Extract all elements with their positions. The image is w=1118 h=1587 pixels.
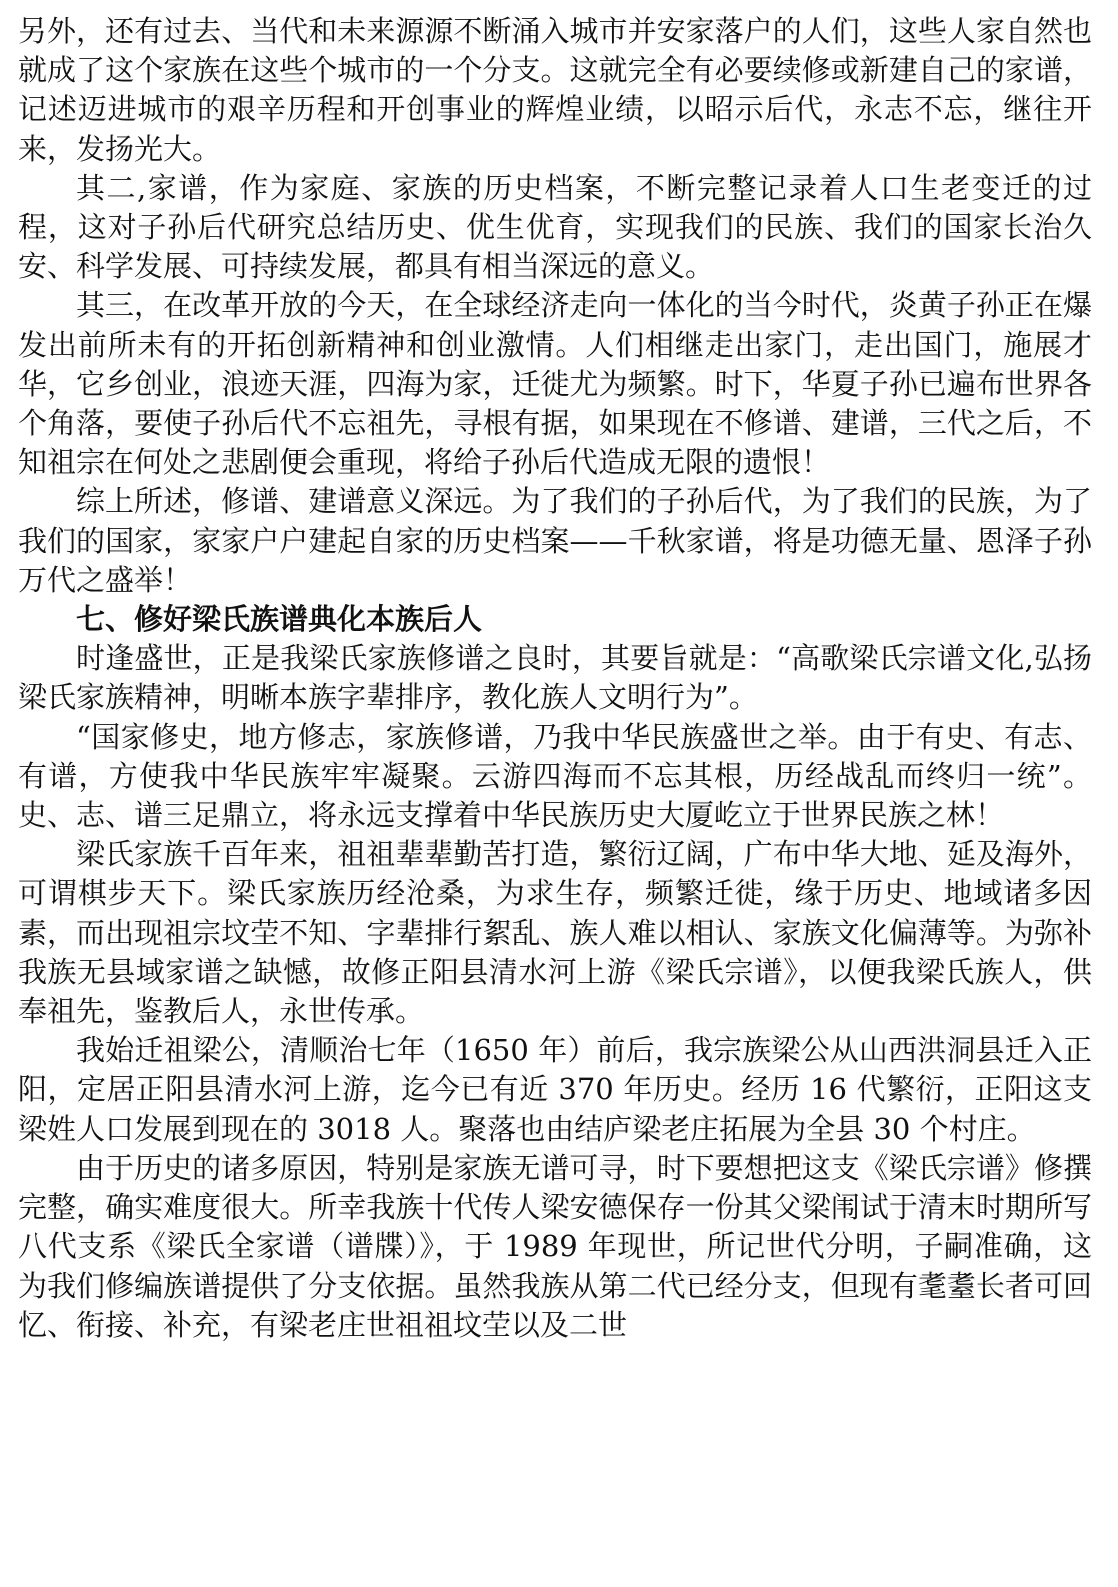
paragraph-second-point: 其二,家谱，作为家庭、家族的历史档案，不断完整记录着人口生老变迁的过程，这对子孙后代研究总结历史、优生优育，实现我们的民族、我们的国家长治久安、科学发展、可持续发展，都具有相当深远的意义。	[18, 170, 1092, 284]
paragraph-family-history: 梁氏家族千百年来，祖祖辈辈勤苦打造，繁衍辽阔，广布中华大地、延及海外，可谓棋步天下。梁氏家族历经沧桑，为求生存，频繁迁徙，缘于历史、地域诸多因素，而出现祖宗坟茔不知、字辈排行絮乱、族人难以相认、家族文化偏薄等。为弥补我族无县域家谱之缺憾，故修正阳县清水河上游《梁氏宗谱》，以便我梁氏族人，供奉祖先，鉴教后人，永世传承。	[18, 837, 1092, 1029]
document-page	[18, 12, 1092, 1345]
paragraph-ancestor: 我始迁祖梁公，清顺治七年（1650 年）前后，我宗族梁公从山西洪洞县迁入正阳，定居正阳县清水河上游，迄今已有近 370 年历史。经历 16 代繁衍，正阳这支梁姓人口发展到现在的 3018 人。聚落也由结庐梁老庄拓展为全县 30 个村庄。	[18, 1033, 1092, 1146]
paragraph-third-point: 其三，在改革开放的今天，在全球经济走向一体化的当今时代，炎黄子孙正在爆发出前所未有的开拓创新精神和创业激情。人们相继走出家门，走出国门，施展才华，它乡创业，浪迹天涯，四海为家，迁徙尤为频繁。时下，华夏子孙已遍布世界各个角落，要使子孙后代不忘祖先，寻根有据，如果现在不修谱、建谱，三代之后，不知祖宗在何处之悲剧便会重现，将给子孙后代造成无限的遗恨！	[18, 288, 1092, 480]
paragraph-history-quote: “国家修史，地方修志，家族修谱，乃我中华民族盛世之举。由于有史、有志、有谱，方使我中华民族牢牢凝聚。云游四海而不忘其根，历经战乱而终归一统”。史、志、谱三足鼎立，将永远支撑着中华民族历史大厦屹立于世界民族之林！	[18, 719, 1092, 833]
paragraph-summary: 综上所述，修谱、建谱意义深远。为了我们的子孙后代，为了我们的民族，为了我们的国家，家家户户建起自家的历史档案——千秋家谱，将是功德无量、恩泽子孙万代之盛举！	[18, 484, 1092, 597]
paragraph-migration: 另外，还有过去、当代和未来源源不断涌入城市并安家落户的人们，这些人家自然也就成了这个家族在这些个城市的一个分支。这就完全有必要续修或新建自己的家谱，记述迈进城市的艰辛历程和开创事业的辉煌业绩，以昭示后代，永志不忘，继往开来，发扬光大。	[18, 14, 1092, 166]
section-heading: 七、修好梁氏族谱典化本族后人	[76, 602, 483, 637]
paragraph-compilation: 由于历史的诸多原因，特别是家族无谱可寻，时下要想把这支《梁氏宗谱》修撰完整，确实难度很大。所幸我族十代传人梁安德保存一份其父梁闱试于清末时期所写八代支系《梁氏全家谱（谱牒）》，于 1989 年现世，所记世代分明，子嗣准确，这为我们修编族谱提供了分支依据。虽然我族从第二代已经分支，但现有耄耋长者可回忆、衔接、补充，有梁老庄世祖祖坟茔以及二世	[18, 1150, 1092, 1342]
paragraph-purpose: 时逢盛世，正是我梁氏家族修谱之良时，其要旨就是：“高歌梁氏宗谱文化,弘扬梁氏家族精神，明晰本族字辈排序，教化族人文明行为”。	[18, 641, 1092, 715]
